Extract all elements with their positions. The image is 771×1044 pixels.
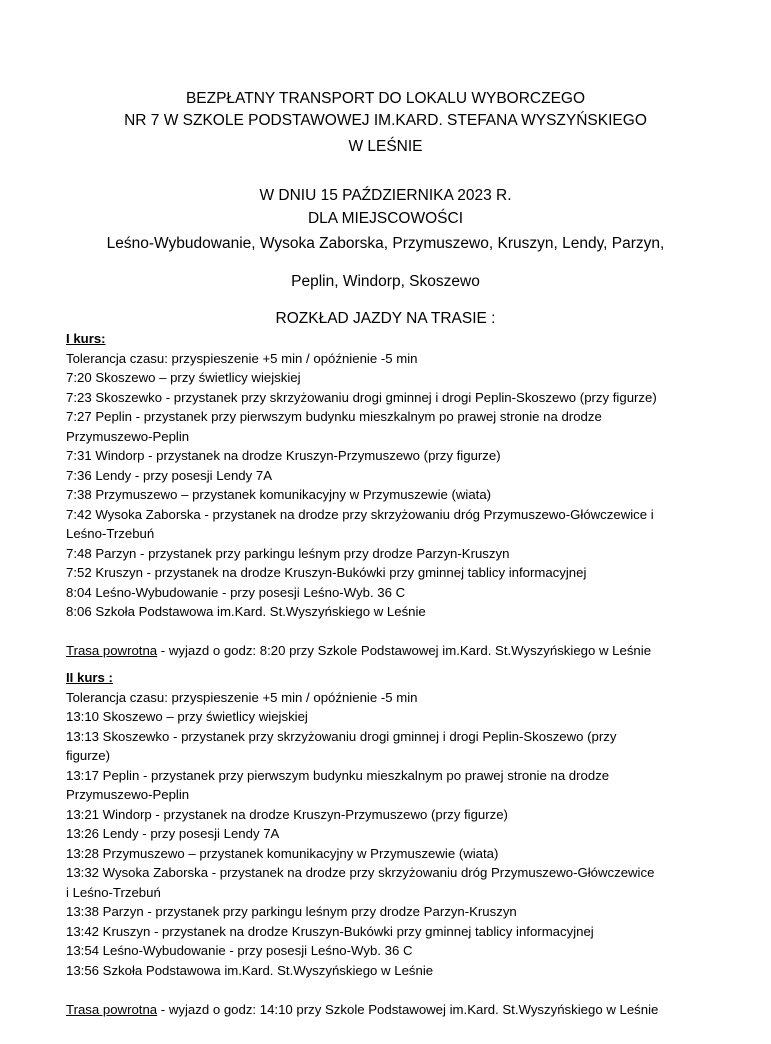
stop-line: 7:27 Peplin - przystanek przy pierwszym budynku mieszkalnym po prawej stronie na drodze xyxy=(66,409,602,424)
kurs-2-tolerance: Tolerancja czasu: przyspieszenie +5 min / opóźnienie -5 min xyxy=(66,689,418,705)
kurs-1-section xyxy=(66,329,736,661)
schedule-title: ROZKŁAD JAZDY NA TRASIE : xyxy=(275,310,496,327)
stop-line: 13:13 Skoszewko - przystanek przy skrzyżowaniu drogi gminnej i drogi Peplin-Skoszewo (przy xyxy=(66,728,617,744)
header-date: W DNIU 15 PAŹDZIERNIKA 2023 R. xyxy=(259,187,512,204)
return-label: Trasa powrotna xyxy=(66,643,158,658)
return-text: - wyjazd o godz: 14:10 przy Szkole Podstawowej im.Kard. St.Wyszyńskiego w Leśnie xyxy=(157,1001,659,1017)
stop-line: 7:23 Skoszewko - przystanek przy skrzyżowaniu drogi gminnej i drogi Peplin-Skoszewo (przy figurze) xyxy=(66,389,657,405)
return-label: Trasa powrotna xyxy=(66,1001,158,1017)
stop-line: 8:06 Szkoła Podstawowa im.Kard. St.Wyszyńskiego w Leśnie xyxy=(66,604,426,619)
stop-line: i Leśno-Trzebuń xyxy=(66,884,161,900)
header-places-2: Peplin, Windorp, Skoszewo xyxy=(291,273,480,290)
stop-line: 13:38 Parzyn - przystanek przy parkingu leśnym przy drodze Parzyn-Kruszyn xyxy=(66,904,517,919)
stop-line: 7:31 Windorp - przystanek na drodze Kruszyn-Przymuszewo (przy figurze) xyxy=(66,448,501,463)
spacer xyxy=(66,980,736,1000)
kurs-1-return xyxy=(66,641,736,661)
stop-line: 13:21 Windorp - przystanek na drodze Kruszyn-Przymuszewo (przy figurze) xyxy=(66,806,508,822)
kurs-1-tolerance: Tolerancja czasu: przyspieszenie +5 min / opóźnienie -5 min xyxy=(66,350,418,366)
stop-line: Przymuszewo-Peplin xyxy=(66,428,190,444)
stop-line: figurze) xyxy=(66,748,110,763)
header-for-places: DLA MIEJSCOWOŚCI xyxy=(307,210,464,227)
stop-line: 13:56 Szkoła Podstawowa im.Kard. St.Wyszyńskiego w Leśnie xyxy=(66,962,434,978)
header-line-2: NR 7 W SZKOLE PODSTAWOWEJ IM.KARD. STEFANA WYSZYŃSKIEGO xyxy=(124,112,647,129)
stop-line: 7:48 Parzyn - przystanek przy parkingu leśnym przy drodze Parzyn-Kruszyn xyxy=(66,545,510,561)
stop-line: 13:28 Przymuszewo – przystanek komunikacyjny w Przymuszewie (wiata) xyxy=(66,845,499,861)
kurs-2-return xyxy=(66,1000,736,1020)
stop-line: 8:04 Leśno-Wybudowanie - przy posesji Leśno-Wyb. 36 C xyxy=(66,584,406,600)
kurs-1-title: I kurs: xyxy=(66,331,106,346)
stop-line: 7:38 Przymuszewo – przystanek komunikacyjny w Przymuszewie (wiata) xyxy=(66,487,492,502)
stop-line: 7:36 Lendy - przy posesji Lendy 7A xyxy=(66,467,272,483)
stop-line: Przymuszewo-Peplin xyxy=(66,787,190,802)
stop-line: 13:17 Peplin - przystanek przy pierwszym budynku mieszkalnym po prawej stronie na drodze xyxy=(66,767,610,783)
header-line-3: W LEŚNIE xyxy=(348,138,423,155)
stop-line: 7:52 Kruszyn - przystanek na drodze Kruszyn-Bukówki przy gminnej tablicy informacyjnej xyxy=(66,565,587,580)
stop-line: Leśno-Trzebuń xyxy=(66,526,155,541)
return-text: - wyjazd o godz: 8:20 przy Szkole Podstawowej im.Kard. St.Wyszyńskiego w Leśnie xyxy=(157,643,652,658)
stop-line: 13:26 Lendy - przy posesji Lendy 7A xyxy=(66,826,280,841)
spacer xyxy=(66,622,736,642)
stop-line: 13:32 Wysoka Zaborska - przystanek na drodze przy skrzyżowaniu dróg Przymuszewo-Główczewice xyxy=(66,865,655,880)
kurs-2-section xyxy=(66,668,736,1019)
stop-line: 13:42 Kruszyn - przystanek na drodze Kruszyn-Bukówki przy gminnej tablicy informacyjnej xyxy=(66,923,594,939)
stop-line: 13:54 Leśno-Wybudowanie - przy posesji Leśno-Wyb. 36 C xyxy=(66,943,413,958)
header-places-1: Leśno-Wybudowanie, Wysoka Zaborska, Przymuszewo, Kruszyn, Lendy, Parzyn, xyxy=(106,235,665,252)
kurs-2-title: II kurs : xyxy=(66,670,113,685)
stop-line: 7:42 Wysoka Zaborska - przystanek na drodze przy skrzyżowaniu dróg Przymuszewo-Główczewice i xyxy=(66,506,654,522)
header-line-1: BEZPŁATNY TRANSPORT DO LOKALU WYBORCZEGO xyxy=(185,90,586,107)
stop-line: 7:20 Skoszewo – przy świetlicy wiejskiej xyxy=(66,370,301,385)
stop-line: 13:10 Skoszewo – przy świetlicy wiejskiej xyxy=(66,709,308,724)
